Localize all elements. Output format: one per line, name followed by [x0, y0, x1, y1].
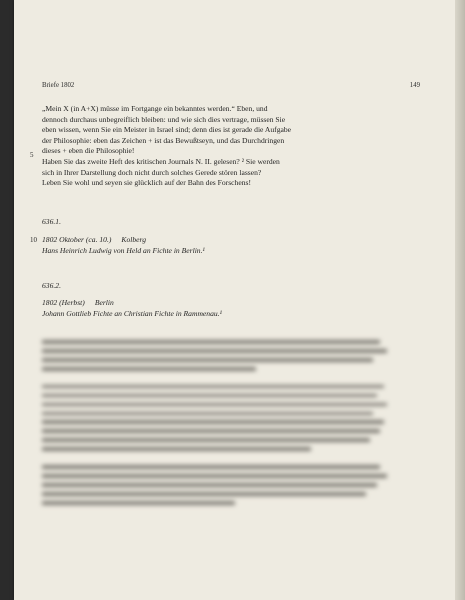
- entry-number: 636.2.: [42, 281, 61, 290]
- text-line: „Mein X (in A+X) müsse im Fortgange ein bekanntes werden.“ Eben, und: [42, 104, 268, 113]
- entry-place: Berlin: [94, 298, 114, 307]
- footnote-block: [42, 465, 387, 505]
- entry-date: 1802 Oktober (ca. 10.): [42, 235, 112, 244]
- text-line: sich in Ihrer Darstellung doch nicht durch solches Gerede stören lassen?: [42, 167, 262, 177]
- blurred-footnotes: [42, 340, 387, 519]
- page-edge: [455, 0, 465, 600]
- text-line: Haben Sie das zweite Heft des kritischen Journals N. II. gelesen? ² Sie werden: [42, 156, 280, 166]
- page-number: 149: [409, 82, 420, 89]
- entry-description: Hans Heinrich Ludwig von Held an Fichte in Berlin.¹: [42, 245, 205, 255]
- entry-description: Johann Gottlieb Fichte an Christian Fichte in Rammenau.¹: [42, 308, 222, 318]
- letter-text: [42, 104, 382, 189]
- footnote-block: [42, 385, 387, 451]
- line-number-5: 5: [30, 151, 34, 159]
- running-head-title: Briefe 1802: [42, 82, 75, 89]
- entry-header: [42, 298, 222, 319]
- text-line: der Philosophie: eben das Zeichen + ist das Bewußtseyn, und das Durchdringen: [42, 135, 285, 145]
- entry-header: [42, 235, 205, 256]
- line-number-10: 10: [30, 236, 37, 244]
- entry-date: 1802 (Herbst): [42, 298, 85, 307]
- text-line: eben wissen, wenn Sie ein Meister in Israel sind; denn dies ist gerade die Aufgabe: [42, 125, 292, 135]
- text-line: Leben Sie wohl und seyen sie glücklich auf der Bahn des Forschens!: [42, 178, 251, 188]
- text-line: dennoch durchaus unbegreiflich bleiben: und wie sich dies vertrage, müssen Sie: [42, 114, 286, 124]
- entry-number: 636.1.: [42, 217, 61, 226]
- footnote-block: [42, 340, 387, 371]
- entry-place: Kolberg: [121, 235, 146, 244]
- text-line: dieses + eben die Philosophie!: [42, 146, 135, 156]
